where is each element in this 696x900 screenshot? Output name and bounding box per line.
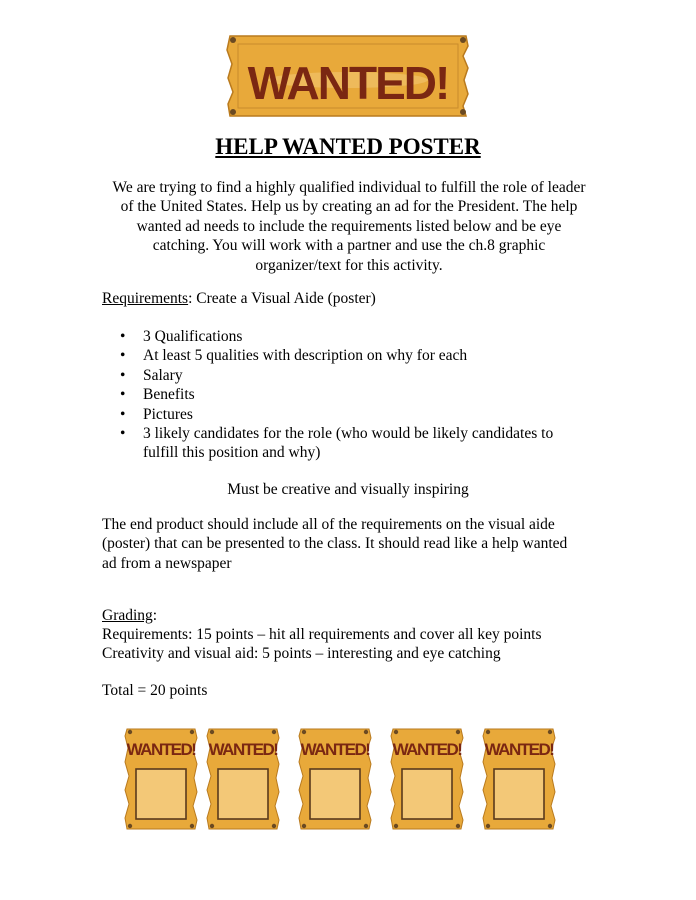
intro-line: catching. You will work with a partner and use the ch.8 graphic (152, 237, 546, 255)
wanted-poster-image (389, 726, 465, 832)
intro-paragraph (102, 178, 596, 275)
poster-text: WANTED! (392, 740, 462, 759)
list-item: • At least 5 qualities with description on why for each (102, 346, 582, 365)
banner-text: WANTED! (247, 57, 449, 109)
poster-text: WANTED! (126, 740, 196, 759)
grading-colon: : (152, 607, 158, 624)
list-item: • 3 likely candidates for the role (who would be likely candidates to fulfill this position and why) (102, 424, 582, 463)
intro-line: We are trying to find a highly qualified individual to fulfill the role of leader (112, 179, 586, 196)
end-line: (poster) that can be presented to the class. It should read like a help wanted (102, 535, 568, 553)
wanted-banner-image (224, 32, 472, 120)
requirements-list (102, 327, 582, 463)
poster-text: WANTED! (208, 740, 278, 759)
grading-line: Creativity and visual aid: 5 points – interesting and eye catching (102, 645, 501, 663)
end-line: The end product should include all of the requirements on the visual aide (102, 516, 555, 533)
intro-line: of the United States. Help us by creating an ad for the President. The help (120, 198, 578, 216)
end-product-paragraph (102, 515, 596, 573)
requirements-label: Requirements (102, 290, 189, 307)
requirements-text: : Create a Visual Aide (poster) (188, 290, 376, 307)
requirements-heading (102, 289, 376, 308)
grading-lines (102, 625, 622, 664)
total-points: Total = 20 points (102, 682, 208, 699)
wanted-poster-image (123, 726, 199, 832)
intro-line: wanted ad needs to include the requirements listed below and be eye (136, 217, 562, 235)
creative-note: Must be creative and visually inspiring (227, 481, 469, 498)
list-item: • Pictures (102, 405, 582, 424)
grading-line: Requirements: 15 points – hit all requirements and cover all key points (102, 626, 542, 643)
wanted-poster-image (205, 726, 281, 832)
poster-text: WANTED! (300, 740, 370, 759)
grading-heading (102, 606, 157, 625)
list-item: • Salary (102, 366, 582, 385)
grading-label: Grading (102, 607, 153, 624)
page-title: HELP WANTED POSTER (215, 134, 481, 159)
intro-line: organizer/text for this activity. (255, 256, 443, 274)
list-item: • Benefits (102, 385, 582, 404)
end-line: ad from a newspaper (102, 554, 232, 572)
poster-text: WANTED! (484, 740, 554, 759)
list-item: • 3 Qualifications (102, 327, 582, 346)
wanted-poster-image (297, 726, 373, 832)
wanted-poster-image (481, 726, 557, 832)
